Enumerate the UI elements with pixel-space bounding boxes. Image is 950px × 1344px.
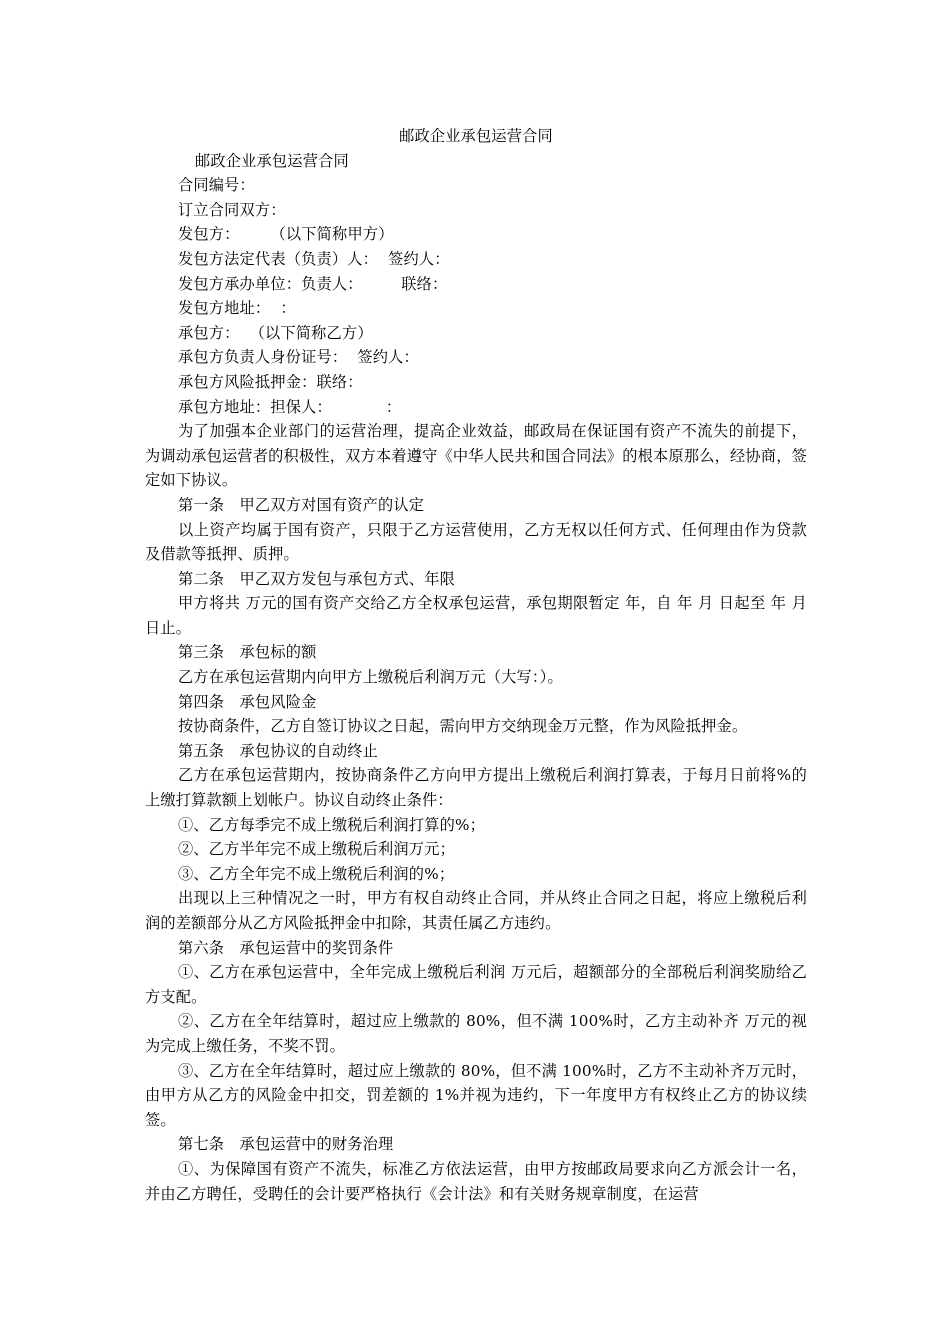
document-paragraph: 合同编号： (178, 176, 255, 195)
document-paragraph: 乙方在承包运营期内，按协商条件乙方向甲方提出上缴税后利润打算表，于每月日前将%的上缴打算款额上划帐户。协议自动终止条件： (145, 766, 807, 810)
document-subtitle: 邮政企业承包运营合同 (195, 151, 349, 170)
document-paragraph: 按协商条件，乙方自签订协议之日起，需向甲方交纳现金万元整，作为风险抵押金。 (178, 717, 748, 736)
document-paragraph: 乙方在承包运营期内向甲方上缴税后利润万元（大写：）。 (178, 668, 563, 687)
document-paragraph: 发包方： （以下简称甲方） (178, 225, 394, 244)
document-paragraph: ①、乙方在承包运营中，全年完成上缴税后利润 万元后，超额部分的全部税后利润奖励给乙方支配。 (145, 963, 807, 1006)
document-paragraph: 出现以上三种情况之一时，甲方有权自动终止合同，并从终止合同之日起，将应上缴税后利润的差额部分从乙方风险抵押金中扣除，其责任属乙方违约。 (145, 889, 807, 932)
document-paragraph: 甲方将共 万元的国有资产交给乙方全权承包运营，承包期限暂定 年，自 年 月 日起至 年 月日止。 (145, 594, 807, 637)
document-paragraph: ③、乙方全年完不成上缴税后利润的%； (178, 864, 455, 883)
document-paragraph: ②、乙方在全年结算时，超过应上缴款的 80%，但不满 100%时，乙方主动补齐 万元的视为完成上缴任务，不奖不罚。 (145, 1012, 807, 1055)
document-paragraph: 第六条 承包运营中的奖罚条件 (178, 938, 394, 957)
document-paragraph: 第四条 承包风险金 (178, 692, 317, 711)
document-paragraph: ③、乙方在全年结算时，超过应上缴款的 80%，但不满 100%时，乙方不主动补齐万元时，由甲方从乙方的风险金中扣交，罚差额的 1%并视为违约，下一年度甲方有权终止乙方的协议续签。 (145, 1061, 807, 1129)
document-body (145, 124, 807, 1206)
document-paragraph: 发包方法定代表（负责）人： 签约人： (178, 249, 450, 268)
document-paragraph: 第三条 承包标的额 (178, 643, 317, 662)
document-paragraph: 发包方地址： ： (178, 299, 296, 318)
document-paragraph: ②、乙方半年完不成上缴税后利润万元； (178, 840, 455, 859)
document-paragraph: 承包方地址：担保人： ： (178, 397, 402, 416)
document-paragraph: ①、乙方每季完不成上缴税后利润打算的%； (178, 815, 485, 834)
document-paragraph: 第二条 甲乙双方发包与承包方式、年限 (178, 569, 455, 588)
document-paragraph: 以上资产均属于国有资产，只限于乙方运营使用，乙方无权以任何方式、任何理由作为贷款及借款等抵押、质押。 (145, 520, 807, 564)
document-paragraph: 承包方负责人身份证号： 签约人： (178, 348, 419, 367)
document-paragraph: 第七条 承包运营中的财务治理 (178, 1135, 394, 1154)
document-paragraph: ①、为保障国有资产不流失，标准乙方依法运营，由甲方按邮政局要求向乙方派会计一名，并由乙方聘任，受聘任的会计要严格执行《会计法》和有关财务规章制度，在运营 (145, 1159, 807, 1203)
document-paragraph: 第五条 承包协议的自动终止 (178, 741, 379, 760)
document-paragraph: 承包方风险抵押金：联络： (178, 372, 363, 391)
document-paragraph: 承包方： （以下简称乙方） (178, 323, 373, 342)
document-title: 邮政企业承包运营合同 (399, 127, 553, 145)
document-paragraph: 第一条 甲乙双方对国有资产的认定 (178, 495, 425, 514)
document-paragraph: 为了加强本企业部门的运营治理，提高企业效益，邮政局在保证国有资产不流失的前提下，为调动承包运营者的积极性，双方本着遵守《中华人民共和国合同法》的根本原那么，经协商，签定如下协议。 (145, 422, 807, 490)
document-paragraph: 发包方承办单位：负责人： 联络： (178, 274, 448, 293)
document-paragraph: 订立合同双方： (178, 200, 286, 219)
paragraph-list (145, 173, 807, 1206)
